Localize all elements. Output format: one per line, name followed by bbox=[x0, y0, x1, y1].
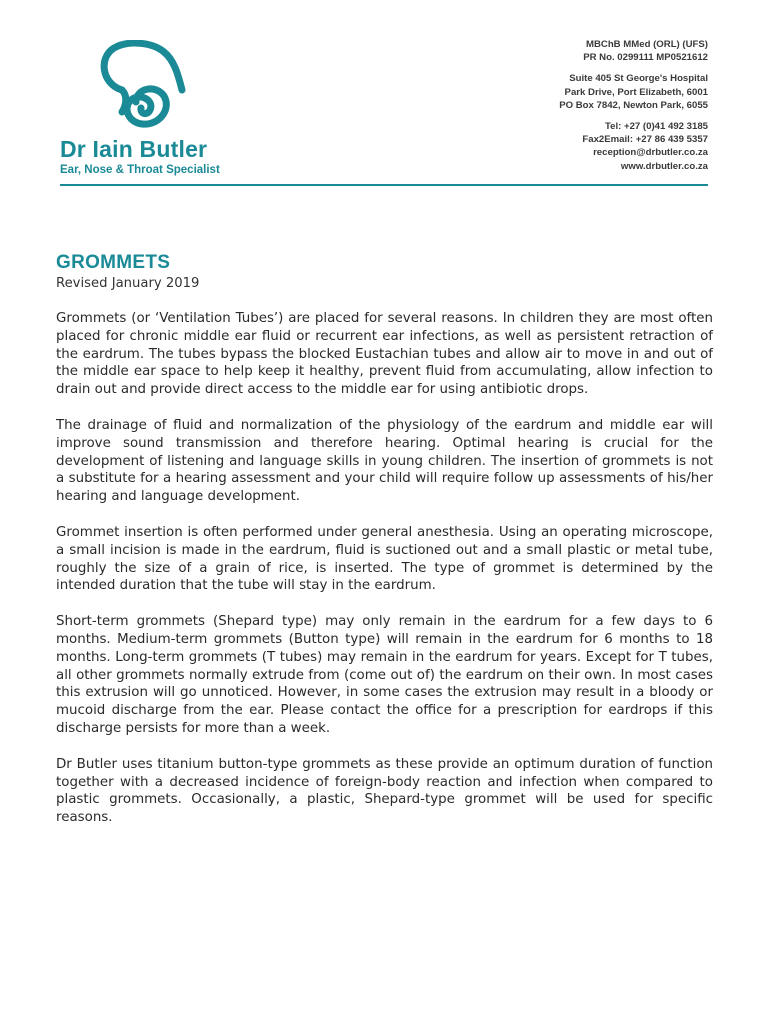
address-line: Suite 405 St George's Hospital bbox=[569, 73, 708, 85]
contact-block bbox=[559, 38, 708, 173]
elephant-spiral-icon bbox=[92, 40, 192, 140]
paragraph: Grommet insertion is often performed under general anesthesia. Using an operating microscope, a small incision is made in the eardrum, fluid is suctioned out and a small plastic or metal tube, roughly the size of a grain of rice, is inserted. The type of grommet is determined by the intended duration that the tube will stay in the eardrum. bbox=[56, 524, 713, 594]
telephone: Tel: +27 (0)41 492 3185 bbox=[604, 121, 708, 133]
paragraph: Dr Butler uses titanium button-type grommets as these provide an optimum duration of function together with a decreased incidence of foreign-body reaction and infection when compared to plastic grommets. Occasionally, a plastic, Shepard-type grommet will be used for specific reasons. bbox=[56, 756, 713, 826]
document-body bbox=[56, 310, 713, 845]
fax: Fax2Email: +27 86 439 5357 bbox=[582, 134, 708, 146]
paragraph: The drainage of fluid and normalization of the physiology of the eardrum and middle ear will improve sound transmission and therefore hearing. Optimal hearing is crucial for the development of listening and language skills in young children. The insertion of grommets is not a substitute for a hearing assessment and your child will require follow up assessments of his/her hearing and language development. bbox=[56, 417, 713, 505]
page-title: GROMMETS bbox=[56, 252, 171, 273]
qualifications: MBChB MMed (ORL) (UFS) bbox=[585, 39, 708, 50]
website-link[interactable]: www.drbutler.co.za bbox=[620, 160, 708, 172]
email-link[interactable]: reception@drbutler.co.za bbox=[593, 147, 708, 159]
practice-numbers: PR No. 0299111 MP0521612 bbox=[583, 52, 708, 64]
paragraph: Short-term grommets (Shepard type) may only remain in the eardrum for a few days to 6 months. Medium-term grommets (Button type) will remain in the eardrum for 6 months to 18 months. Long-term grommets (T tubes) may remain in the eardrum for years. Except for T tubes, all other grommets normally extrude from (come out of) the eardrum on their own. In most cases this extrusion will go unnoticed. However, in some cases the extrusion may result in a bloody or mucoid discharge from the ear. Please contact the office for a prescription for eardrops if this discharge persists for more than a week. bbox=[56, 614, 713, 736]
paragraph: Grommets (or ‘Ventilation Tubes’) are placed for several reasons. In children they are most often placed for chronic middle ear fluid or recurrent ear infections, as well as persistent retraction of the eardrum. The tubes bypass the blocked Eustachian tubes and allow air to move in and out of the middle ear space to help keep it healthy, prevent fluid from accumulating, allow infection to drain out and provide direct access to the middle ear for using antibiotic drops. bbox=[56, 311, 713, 398]
address-line: Park Drive, Port Elizabeth, 6001 bbox=[564, 86, 708, 98]
brand-specialty: Ear, Nose & Throat Specialist bbox=[60, 164, 220, 176]
header-divider bbox=[60, 184, 708, 186]
address-line: PO Box 7842, Newton Park, 6055 bbox=[559, 99, 708, 111]
brand-name: Dr Iain Butler bbox=[60, 136, 208, 162]
revision-date: Revised January 2019 bbox=[56, 276, 200, 291]
